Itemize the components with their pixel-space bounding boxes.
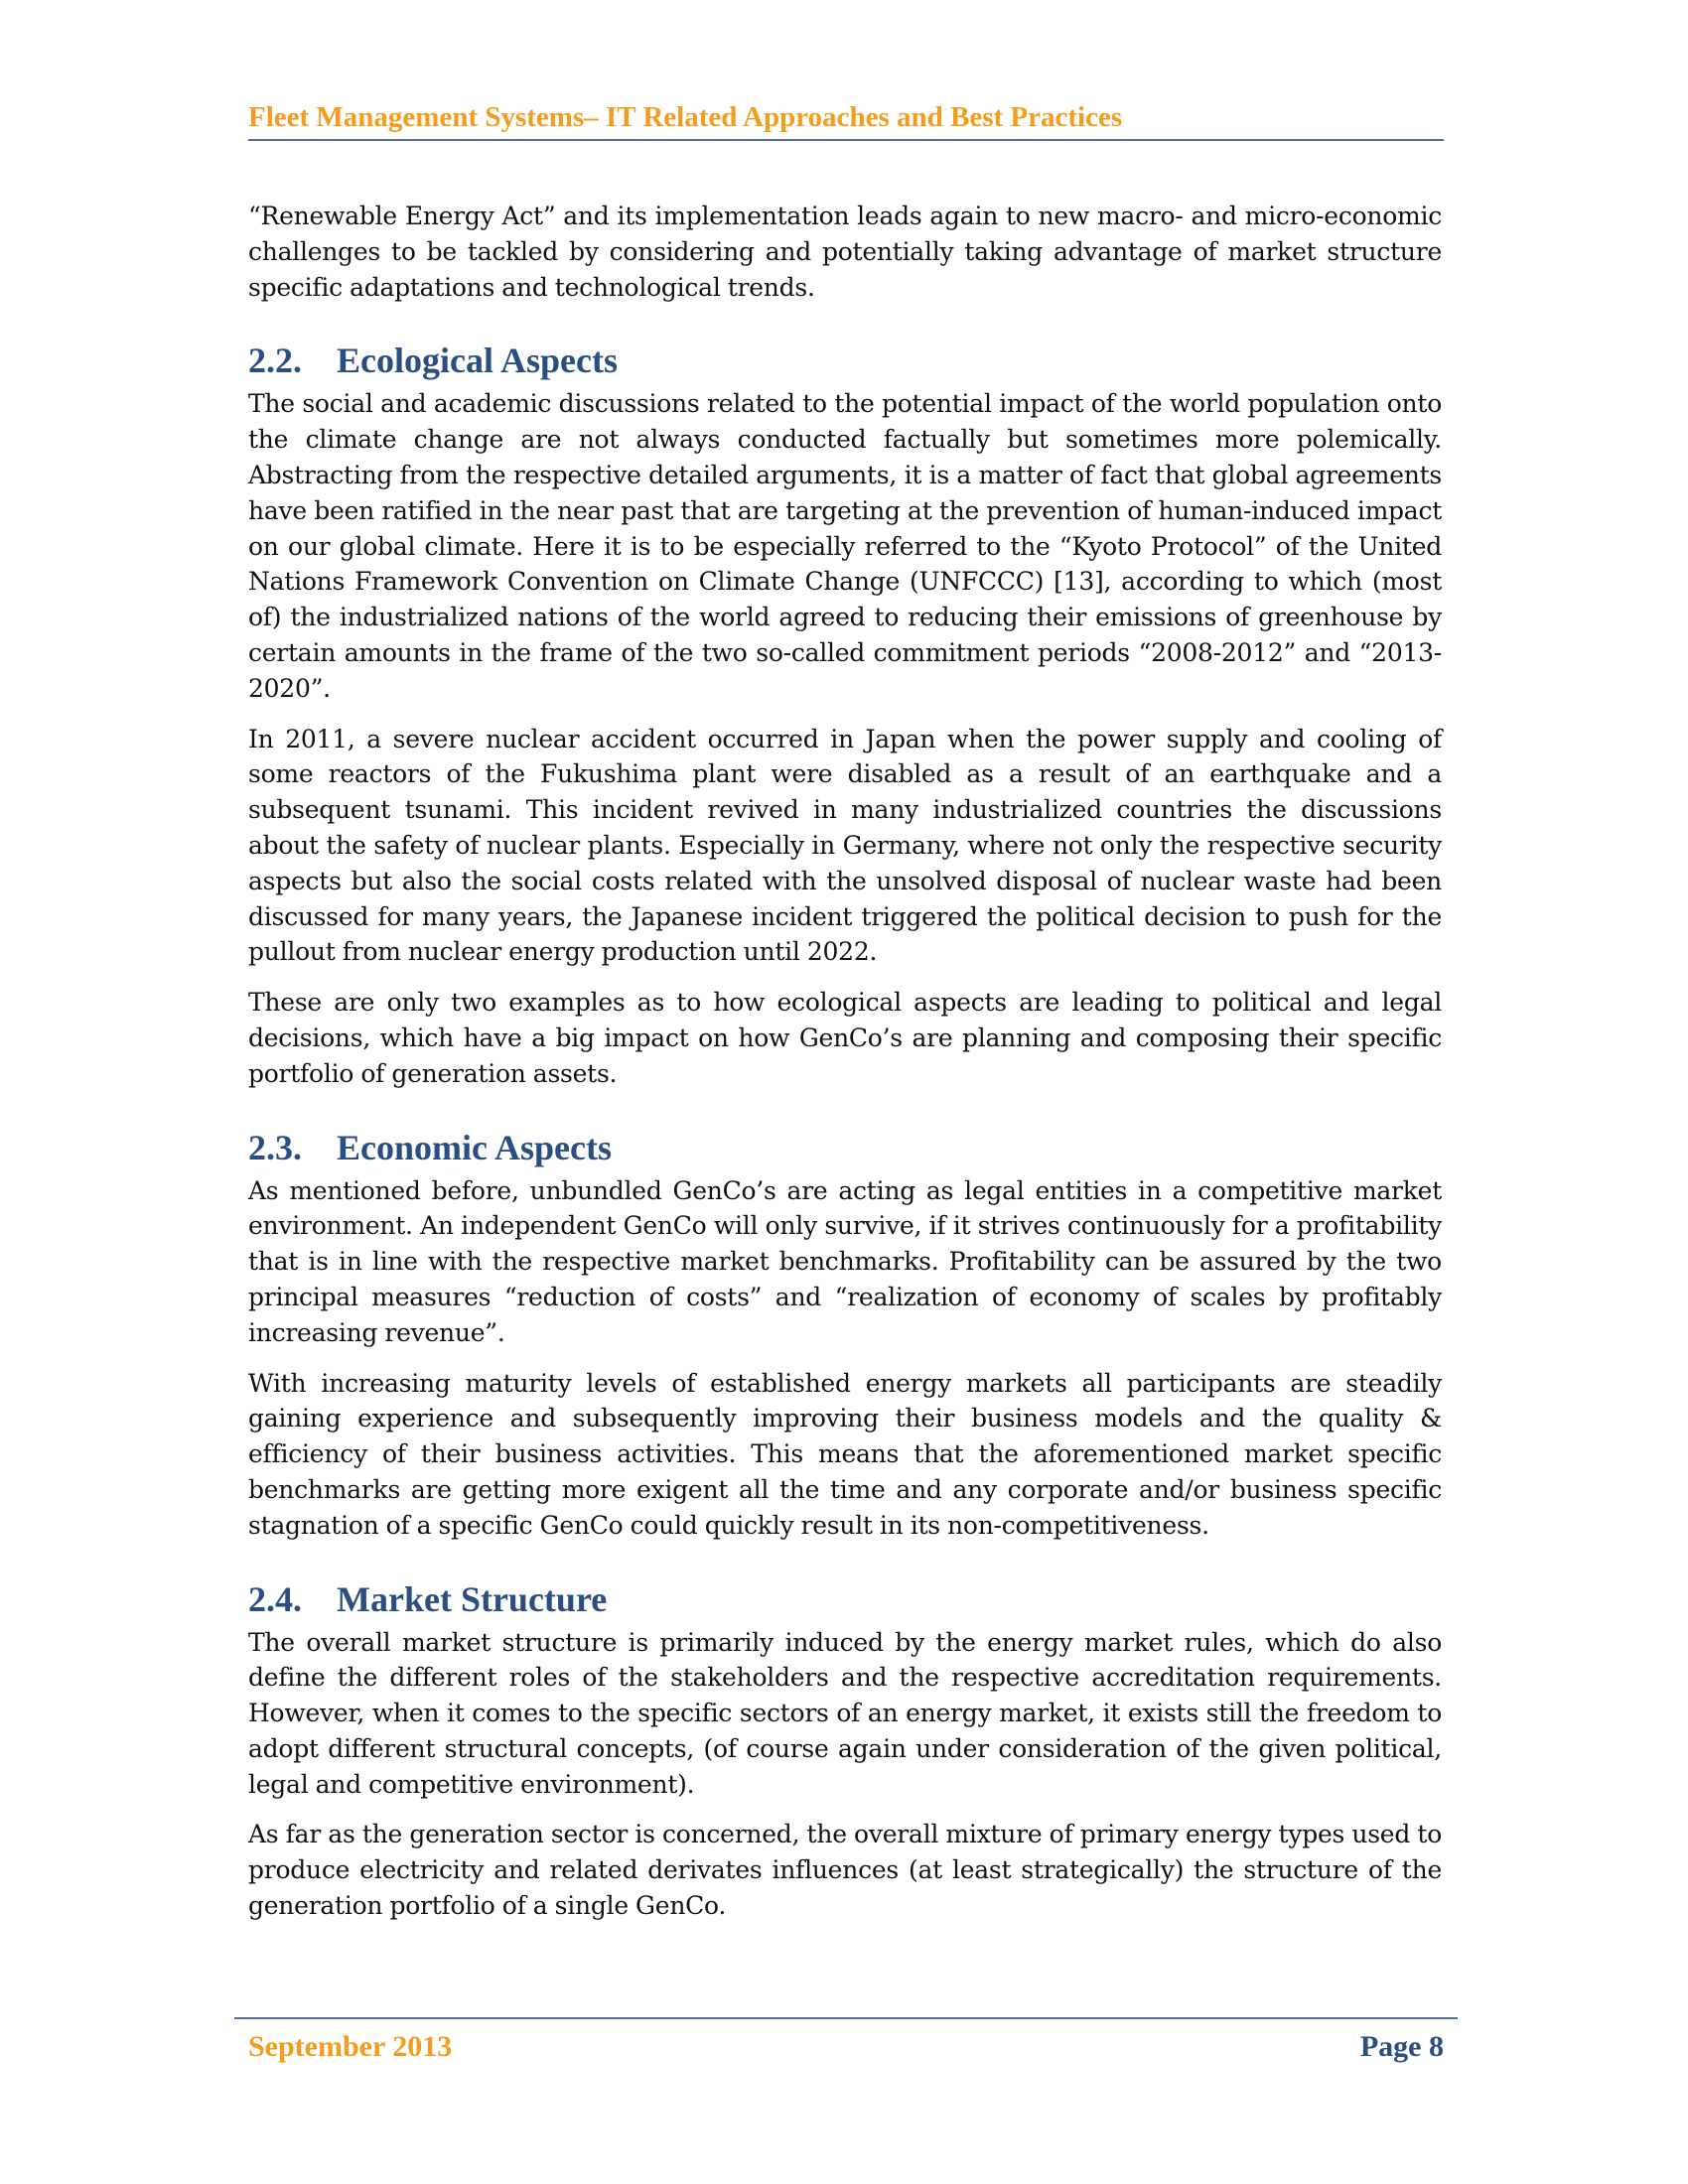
- section-title: Economic Aspects: [337, 1127, 612, 1167]
- section-number: 2.4.: [248, 1578, 302, 1619]
- paragraph: With increasing maturity levels of established energy markets all participants are steadily gaining experience and subsequently improving their business models and the quality & efficiency of their business activities. This means that the aforementioned market specific benchmarks are getting more exigent all the time and any corporate and/or business specific stagnation of a specific GenCo could quickly result in its non-competitiveness.: [248, 1368, 1442, 1540]
- section-number: 2.3.: [248, 1127, 302, 1167]
- section-market-structure: [248, 1577, 1442, 1924]
- page-header: [248, 99, 1444, 141]
- section-ecological-aspects: [248, 339, 1442, 1091]
- header-title: Fleet Management Systems– IT Related Approaches and Best Practices: [248, 101, 1123, 133]
- section-heading: [248, 339, 1442, 382]
- paragraph: In 2011, a severe nuclear accident occurred in Japan when the power supply and cooling of some reactors of the Fukushima plant were disabled as a result of an earthquake and a subsequent tsunami. This incident revived in many industrialized countries the discussions about the safety of nuclear plants. Especially in Germany, where not only the respective security aspects but also the social costs related with the unsolved disposal of nuclear waste had been discussed for many years, the Japanese incident triggered the political decision to push for the pullout from nuclear energy production until 2022.: [248, 724, 1442, 967]
- paragraph: The overall market structure is primarily induced by the energy market rules, which do also define the different roles of the stakeholders and the respective accreditation requirements. However, when it comes to the specific sectors of an energy market, it exists still the freedom to adopt different structural concepts, (of course again under consideration of the given political, legal and competitive environment).: [248, 1627, 1442, 1799]
- page-body: [248, 199, 1442, 1939]
- paragraph: As far as the generation sector is concerned, the overall mixture of primary energy types used to produce electricity and related derivates influences (at least strategically) the structure of the generation portfolio of a single GenCo.: [248, 1820, 1442, 1921]
- footer-date: September 2013: [248, 2030, 453, 2063]
- page-footer: [234, 2017, 1458, 2063]
- section-title: Ecological Aspects: [337, 341, 618, 381]
- section-heading: [248, 1126, 1442, 1169]
- section-economic-aspects: [248, 1126, 1442, 1544]
- section-heading: [248, 1577, 1442, 1621]
- page-number: Page 8: [1359, 2030, 1444, 2063]
- paragraph: As mentioned before, unbundled GenCo’s are acting as legal entities in a competitive market environment. An independent GenCo will only survive, if it strives continuously for a profitability that is in line with the respective market benchmarks. Profitability can be assured by the two principal measures “reduction of costs” and “realization of economy of scales by profitably increasing revenue”.: [248, 1175, 1442, 1347]
- intro-paragraph: “Renewable Energy Act” and its implementation leads again to new macro- and micro-economic challenges to be tackled by considering and potentially taking advantage of market structure specific adaptations and technological trends.: [248, 202, 1442, 302]
- footer-row: [248, 2027, 1444, 2067]
- section-number: 2.2.: [248, 341, 302, 381]
- section-title: Market Structure: [337, 1578, 608, 1619]
- paragraph: The social and academic discussions related to the potential impact of the world population onto the climate change are not always conducted factually but sometimes more polemically. Abstracting from the respective detailed arguments, it is a matter of fact that global agreements have been ratified in the near past that are targeting at the prevention of human-induced impact on our global climate. Here it is to be especially referred to the “Kyoto Protocol” of the United Nations Framework Convention on Climate Change (UNFCCC) [13], according to which (most of) the industrialized nations of the world agreed to reducing their emissions of greenhouse by certain amounts in the frame of the two so-called commitment periods “2008-2012” and “2013-2020”.: [248, 389, 1442, 703]
- paragraph: These are only two examples as to how ecological aspects are leading to political and legal decisions, which have a big impact on how GenCo’s are planning and composing their specific portfolio of generation assets.: [248, 988, 1442, 1088]
